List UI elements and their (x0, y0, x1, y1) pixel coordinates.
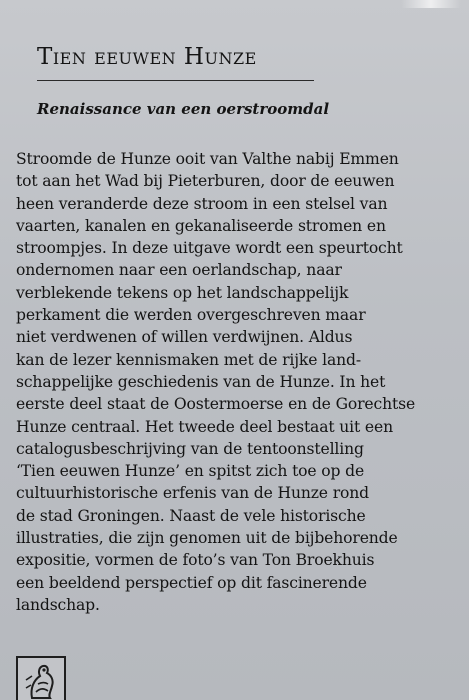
publisher-logo (16, 656, 66, 700)
body-line: heen veranderde deze stroom in een stelsel van (16, 194, 388, 213)
body-line: perkament die werden overgeschreven maar (16, 306, 366, 325)
page-title: Tien eeuwen Hunze (37, 44, 257, 70)
publisher-emblem-icon (18, 658, 64, 700)
body-line: ondernomen naar een oerlandschap, naar (16, 261, 342, 280)
body-line: vaarten, kanalen en gekanaliseerde stromen en (16, 216, 386, 235)
body-line: de stad Groningen. Naast de vele historische (16, 506, 366, 525)
body-line: een beeldend perspectief op dit fascinerende (16, 573, 367, 592)
light-glare (401, 0, 461, 8)
body-line: verblekende tekens op het landschappelijk (16, 283, 349, 302)
body-line: catalogusbeschrijving van de tentoonstelling (16, 439, 364, 458)
body-line: stroompjes. In deze uitgave wordt een speurtocht (16, 239, 403, 258)
body-line: niet verdwenen of willen verdwijnen. Aldus (16, 328, 353, 347)
page-subtitle: Renaissance van een oerstroomdal (37, 100, 330, 118)
body-line: landschap. (16, 595, 100, 614)
body-line: kan de lezer kennismaken met de rijke land- (16, 350, 361, 369)
body-text (16, 148, 466, 616)
body-line: illustraties, die zijn genomen uit de bijbehorende (16, 529, 398, 548)
title-divider (37, 80, 314, 81)
body-line: eerste deel staat de Oostermoerse en de Gorechtse (16, 395, 416, 414)
body-line: schappelijke geschiedenis van de Hunze. In het (16, 372, 386, 391)
body-line: expositie, vormen de foto’s van Ton Broekhuis (16, 551, 375, 570)
body-line: cultuurhistorische erfenis van de Hunze rond (16, 484, 369, 503)
body-line: tot aan het Wad bij Pieterburen, door de eeuwen (16, 172, 395, 191)
body-line: ‘Tien eeuwen Hunze’ en spitst zich toe op de (16, 462, 365, 481)
body-line: Stroomde de Hunze ooit van Valthe nabij Emmen (16, 150, 399, 168)
body-line: Hunze centraal. Het tweede deel bestaat uit een (16, 417, 393, 436)
